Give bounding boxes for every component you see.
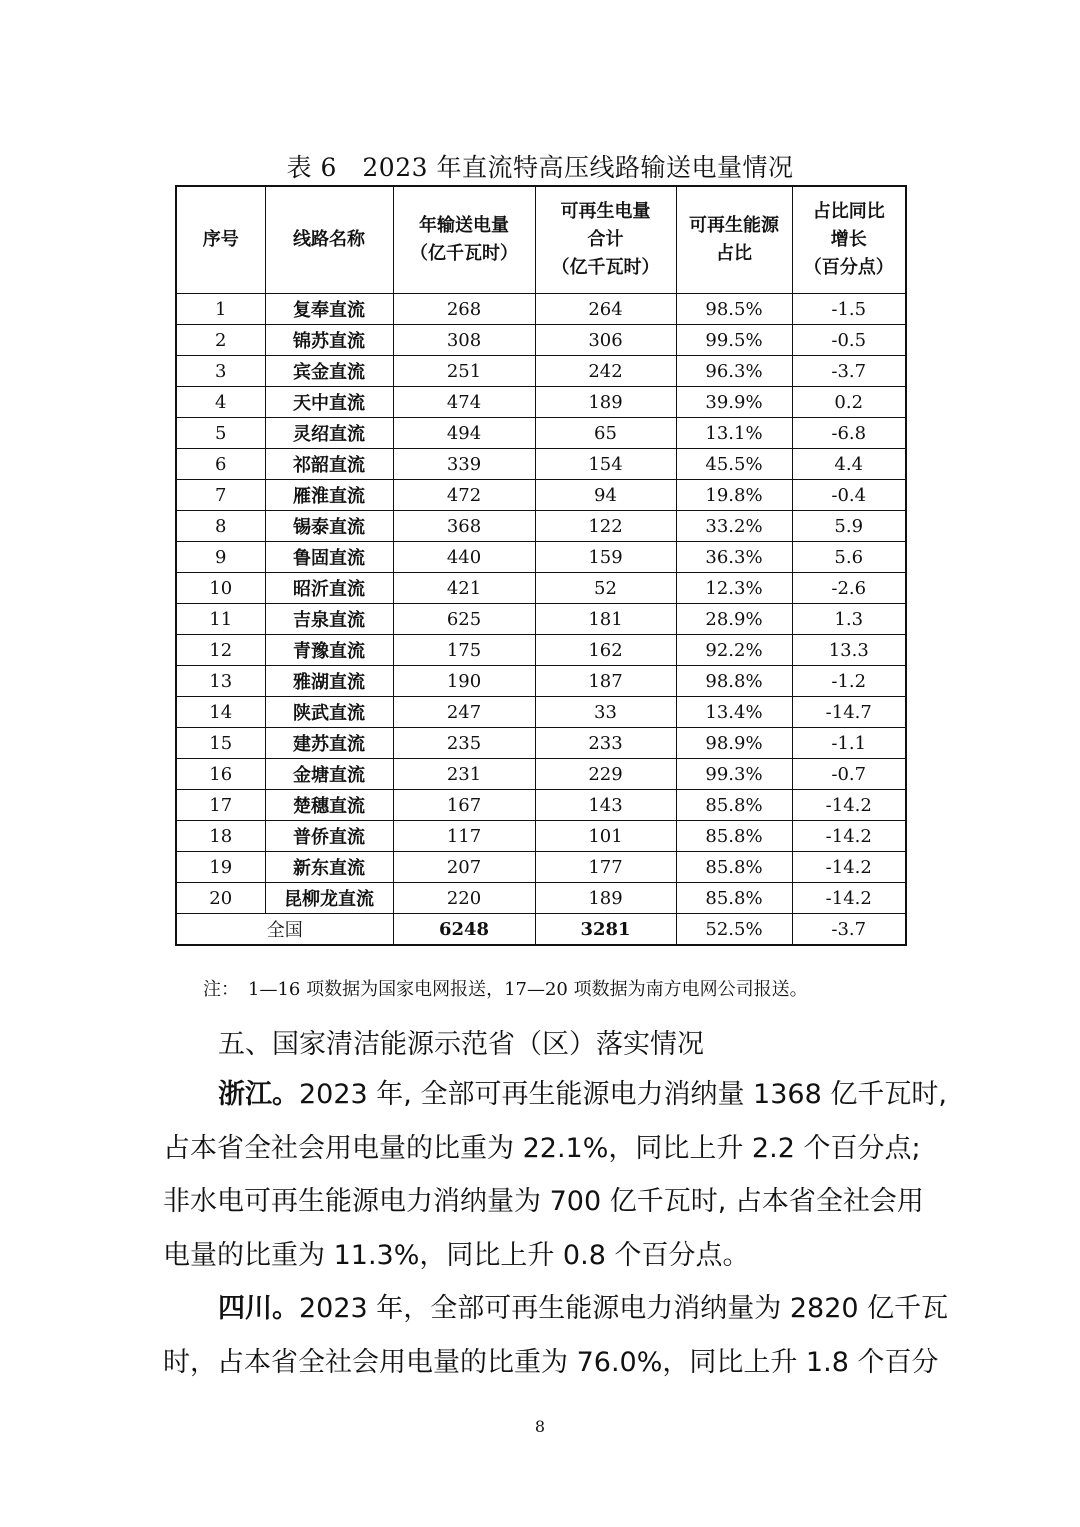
annual-transmission: 251 (393, 356, 535, 387)
total-share: 52.5% (676, 914, 792, 946)
table-row (176, 542, 906, 573)
header-cell: 可再生能源 占比 (676, 186, 792, 294)
table-row (176, 728, 906, 759)
table-header-row (176, 186, 906, 294)
annual-transmission: 235 (393, 728, 535, 759)
line-name: 青豫直流 (265, 635, 393, 666)
table-row (176, 697, 906, 728)
renewable-share: 36.3% (676, 542, 792, 573)
total-label: 全国 (176, 914, 393, 946)
renewable-total: 122 (535, 511, 676, 542)
line-name: 普侨直流 (265, 821, 393, 852)
row-number: 19 (176, 852, 265, 883)
page-number: 8 (534, 1417, 546, 1436)
section-title: 五、国家清洁能源示范省（区）落实情况 (218, 1029, 704, 1060)
annual-transmission: 167 (393, 790, 535, 821)
row-number: 14 (176, 697, 265, 728)
annual-transmission: 308 (393, 325, 535, 356)
share-change: -3.7 (792, 356, 906, 387)
share-change: -1.5 (792, 294, 906, 325)
annual-transmission: 220 (393, 883, 535, 914)
renewable-share: 13.4% (676, 697, 792, 728)
share-change: -0.5 (792, 325, 906, 356)
share-change: 1.3 (792, 604, 906, 635)
line-name: 复奉直流 (265, 294, 393, 325)
header-cell: 年输送电量 （亿千瓦时） (393, 186, 535, 294)
renewable-total: 187 (535, 666, 676, 697)
header-cell: 占比同比 增长 （百分点） (792, 186, 906, 294)
line-name: 昆柳龙直流 (265, 883, 393, 914)
renewable-share: 85.8% (676, 852, 792, 883)
row-number: 17 (176, 790, 265, 821)
renewable-share: 45.5% (676, 449, 792, 480)
renewable-share: 13.1% (676, 418, 792, 449)
line-name: 新东直流 (265, 852, 393, 883)
annual-transmission: 440 (393, 542, 535, 573)
paragraph-zhejiang (163, 1068, 947, 1282)
row-number: 15 (176, 728, 265, 759)
line-name: 宾金直流 (265, 356, 393, 387)
renewable-share: 19.8% (676, 480, 792, 511)
table-row (176, 604, 906, 635)
table-row (176, 325, 906, 356)
renewable-total: 101 (535, 821, 676, 852)
renewable-share: 98.8% (676, 666, 792, 697)
share-change: -14.7 (792, 697, 906, 728)
paragraph-line: 时，占本省全社会用电量的比重为 76.0%，同比上升 1.8 个百分 (163, 1346, 939, 1378)
table-row (176, 883, 906, 914)
line-name: 雅湖直流 (265, 666, 393, 697)
line-name: 建苏直流 (265, 728, 393, 759)
line-name: 陕武直流 (265, 697, 393, 728)
renewable-share: 28.9% (676, 604, 792, 635)
table-row (176, 790, 906, 821)
table-row (176, 635, 906, 666)
renewable-total: 154 (535, 449, 676, 480)
total-renewable: 3281 (535, 914, 676, 946)
share-change: -2.6 (792, 573, 906, 604)
header-cell: 序号 (176, 186, 265, 294)
renewable-share: 99.3% (676, 759, 792, 790)
renewable-share: 39.9% (676, 387, 792, 418)
table-row (176, 573, 906, 604)
share-change: 5.9 (792, 511, 906, 542)
paragraph-line: 非水电可再生能源电力消纳量为 700 亿千瓦时, 占本省全社会用 (163, 1186, 924, 1217)
row-number: 10 (176, 573, 265, 604)
renewable-total: 159 (535, 542, 676, 573)
table-row (176, 356, 906, 387)
annual-transmission: 175 (393, 635, 535, 666)
row-number: 9 (176, 542, 265, 573)
total-change: -3.7 (792, 914, 906, 946)
renewable-share: 99.5% (676, 325, 792, 356)
row-number: 18 (176, 821, 265, 852)
paragraph-lead: 四川。 (218, 1293, 299, 1324)
annual-transmission: 472 (393, 480, 535, 511)
renewable-share: 12.3% (676, 573, 792, 604)
renewable-share: 33.2% (676, 511, 792, 542)
share-change: -6.8 (792, 418, 906, 449)
share-change: 5.6 (792, 542, 906, 573)
table-caption: 表 6 2023 年直流特高压线路输送电量情况 (286, 153, 794, 182)
table-total-row (176, 914, 906, 946)
table-row (176, 666, 906, 697)
row-number: 7 (176, 480, 265, 511)
renewable-total: 177 (535, 852, 676, 883)
row-number: 16 (176, 759, 265, 790)
row-number: 6 (176, 449, 265, 480)
total-annual: 6248 (393, 914, 535, 946)
header-cell: 线路名称 (265, 186, 393, 294)
share-change: -14.2 (792, 883, 906, 914)
paragraph-line: 四川。2023 年，全部可再生能源电力消纳量为 2820 亿千瓦 (218, 1293, 949, 1324)
transmission-table (175, 185, 907, 946)
table-row (176, 294, 906, 325)
share-change: -14.2 (792, 821, 906, 852)
table-row (176, 821, 906, 852)
renewable-total: 94 (535, 480, 676, 511)
share-change: -1.2 (792, 666, 906, 697)
table-row (176, 852, 906, 883)
line-name: 雁淮直流 (265, 480, 393, 511)
row-number: 11 (176, 604, 265, 635)
table-row (176, 449, 906, 480)
line-name: 楚穗直流 (265, 790, 393, 821)
line-name: 吉泉直流 (265, 604, 393, 635)
line-name: 昭沂直流 (265, 573, 393, 604)
line-name: 天中直流 (265, 387, 393, 418)
row-number: 5 (176, 418, 265, 449)
paragraph-line: 电量的比重为 11.3%，同比上升 0.8 个百分点。 (163, 1239, 750, 1271)
renewable-total: 33 (535, 697, 676, 728)
renewable-share: 85.8% (676, 821, 792, 852)
renewable-total: 229 (535, 759, 676, 790)
table-row (176, 480, 906, 511)
annual-transmission: 625 (393, 604, 535, 635)
paragraph-line: 浙江。2023 年, 全部可再生能源电力消纳量 1368 亿千瓦时, (218, 1079, 947, 1110)
line-name: 锡泰直流 (265, 511, 393, 542)
annual-transmission: 117 (393, 821, 535, 852)
renewable-total: 264 (535, 294, 676, 325)
annual-transmission: 268 (393, 294, 535, 325)
renewable-total: 52 (535, 573, 676, 604)
annual-transmission: 421 (393, 573, 535, 604)
share-change: 13.3 (792, 635, 906, 666)
share-change: 0.2 (792, 387, 906, 418)
annual-transmission: 190 (393, 666, 535, 697)
line-name: 鲁固直流 (265, 542, 393, 573)
share-change: -0.4 (792, 480, 906, 511)
renewable-total: 233 (535, 728, 676, 759)
row-number: 3 (176, 356, 265, 387)
renewable-total: 65 (535, 418, 676, 449)
annual-transmission: 494 (393, 418, 535, 449)
paragraph-sichuan (163, 1282, 949, 1389)
share-change: -0.7 (792, 759, 906, 790)
share-change: -1.1 (792, 728, 906, 759)
annual-transmission: 207 (393, 852, 535, 883)
table-row (176, 759, 906, 790)
line-name: 祁韶直流 (265, 449, 393, 480)
row-number: 12 (176, 635, 265, 666)
annual-transmission: 474 (393, 387, 535, 418)
annual-transmission: 339 (393, 449, 535, 480)
share-change: 4.4 (792, 449, 906, 480)
renewable-share: 98.5% (676, 294, 792, 325)
renewable-total: 189 (535, 883, 676, 914)
table-row (176, 418, 906, 449)
renewable-total: 162 (535, 635, 676, 666)
row-number: 1 (176, 294, 265, 325)
renewable-share: 85.8% (676, 790, 792, 821)
line-name: 金塘直流 (265, 759, 393, 790)
renewable-share: 98.9% (676, 728, 792, 759)
line-name: 锦苏直流 (265, 325, 393, 356)
renewable-total: 306 (535, 325, 676, 356)
paragraph-lead: 浙江。 (218, 1079, 299, 1110)
row-number: 8 (176, 511, 265, 542)
annual-transmission: 368 (393, 511, 535, 542)
row-number: 4 (176, 387, 265, 418)
paragraph-line: 占本省全社会用电量的比重为 22.1%，同比上升 2.2 个百分点; (163, 1132, 921, 1164)
renewable-share: 85.8% (676, 883, 792, 914)
annual-transmission: 247 (393, 697, 535, 728)
row-number: 13 (176, 666, 265, 697)
share-change: -14.2 (792, 790, 906, 821)
renewable-share: 92.2% (676, 635, 792, 666)
annual-transmission: 231 (393, 759, 535, 790)
renewable-total: 189 (535, 387, 676, 418)
renewable-total: 181 (535, 604, 676, 635)
row-number: 2 (176, 325, 265, 356)
table-row (176, 511, 906, 542)
table-row (176, 387, 906, 418)
table-note: 注： 1—16 项数据为国家电网报送，17—20 项数据为南方电网公司报送。 (203, 979, 808, 1000)
header-cell: 可再生电量 合计 （亿千瓦时） (535, 186, 676, 294)
renewable-total: 242 (535, 356, 676, 387)
line-name: 灵绍直流 (265, 418, 393, 449)
share-change: -14.2 (792, 852, 906, 883)
renewable-share: 96.3% (676, 356, 792, 387)
renewable-total: 143 (535, 790, 676, 821)
row-number: 20 (176, 883, 265, 914)
